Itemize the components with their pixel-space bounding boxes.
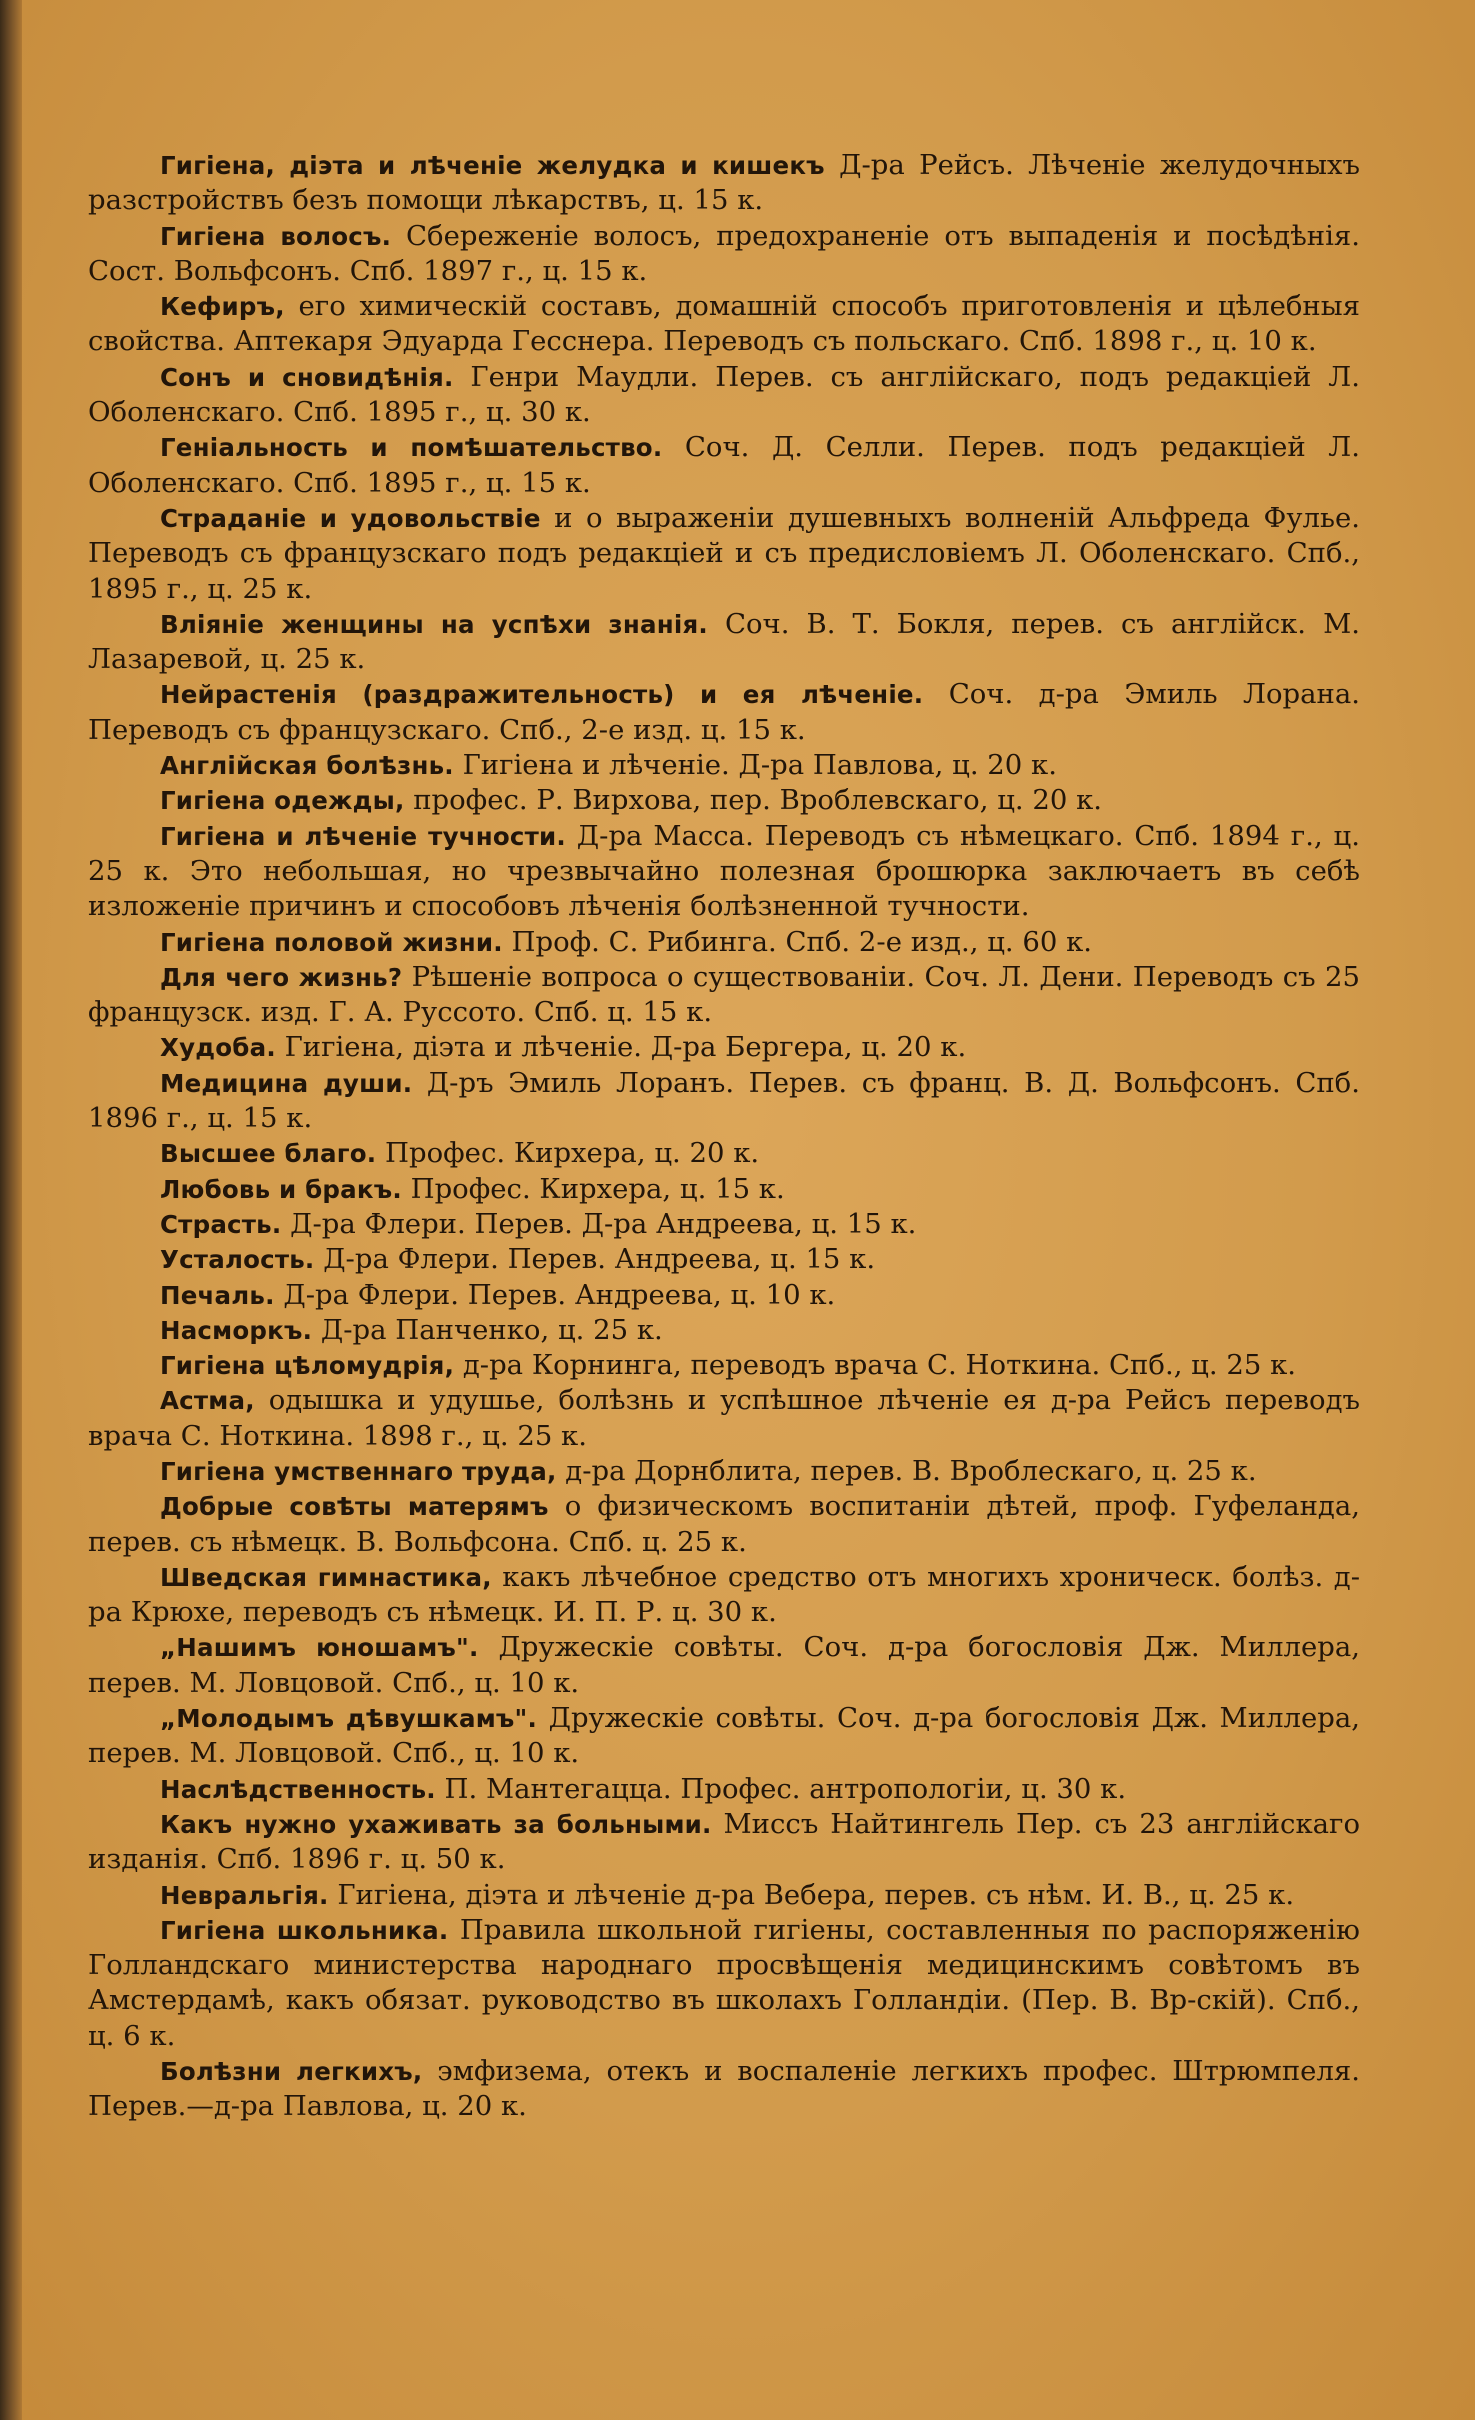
entry-description: Гигіена и лѣченіе. Д-ра Павлова, ц. 20 к. xyxy=(453,749,1057,782)
entry-description: профес. Р. Вирхова, пер. Вроблевскаго, ц. 20 к. xyxy=(404,784,1103,817)
catalog-entry xyxy=(88,1313,1360,1348)
entry-description: д-ра Дорнблита, перев. В. Вроблескаго, ц. 25 к. xyxy=(556,1454,1257,1487)
entry-title: Страданіе и удовольствіе xyxy=(160,503,541,533)
entry-title: Худоба. xyxy=(160,1033,276,1063)
entry-description: Соч. д-ра Эмиль Лорана. Переводъ съ французскаго. Спб., 2-е изд. ц. 15 к. xyxy=(88,678,1360,746)
entry-title: Насморкъ. xyxy=(160,1315,313,1345)
entry-description: и о выраженіи душевныхъ волненій Альфреда Фулье. Переводъ съ французскаго подъ редакціей и съ предисловіемъ Л. Оболенскаго. Спб., 1895 г., ц. 25 к. xyxy=(88,501,1361,605)
entry-description: Правила школьной гигіены, составленныя по распоряженію Голландскаго министерства народнаго просвѣщенія медицинскимъ совѣтомъ въ Амстердамѣ, какъ обязат. руководство въ школахъ Голландіи. (Пер. В. Вр-скій). Спб., ц. 6 к. xyxy=(88,1913,1361,2052)
catalog-list xyxy=(88,148,1360,2125)
entry-title: Болѣзни легкихъ, xyxy=(160,2057,423,2087)
catalog-entry xyxy=(88,1772,1360,1807)
entry-title: Англійская болѣзнь. xyxy=(160,751,454,781)
catalog-entry xyxy=(88,360,1360,431)
catalog-entry xyxy=(88,2054,1360,2125)
entry-title: „Молодымъ дѣвушкамъ". xyxy=(160,1704,538,1734)
entry-title: Гигіена школьника. xyxy=(160,1915,449,1945)
entry-title: Страсть. xyxy=(160,1209,282,1239)
entry-description: Генри Маудли. Перев. съ англійскаго, подъ редакціей Л. Оболенскаго. Спб. 1895 г., ц. 30 к. xyxy=(88,360,1360,429)
book-spine-edge xyxy=(0,0,22,2420)
catalog-entry xyxy=(88,1030,1360,1065)
entry-title: Невральгія. xyxy=(160,1880,329,1910)
entry-title: Гигіена и лѣченіе тучности. xyxy=(160,821,566,851)
entry-title: Нейрастенія (раздражительность) и ея лѣченіе. xyxy=(160,680,924,710)
entry-description: Соч. В. Т. Бокля, перев. съ англійск. М. Лазаревой, ц. 25 к. xyxy=(88,607,1360,676)
entry-title: Печаль. xyxy=(160,1280,275,1310)
catalog-entry xyxy=(88,1242,1360,1277)
entry-title: Любовь и бракъ. xyxy=(160,1174,402,1204)
entry-title: Добрые совѣты матерямъ xyxy=(160,1492,549,1522)
entry-description: Проф. С. Рибинга. Спб. 2-е изд., ц. 60 к. xyxy=(502,925,1093,958)
entry-title: Вліяніе женщины на успѣхи знанія. xyxy=(160,609,708,639)
catalog-entry xyxy=(88,1630,1360,1701)
entry-description: Сбереженіе волосъ, предохраненіе отъ выпаденія и посѣдѣнія. Сост. Вольфсонъ. Спб. 1897 г., ц. 15 к. xyxy=(88,219,1360,287)
catalog-entry xyxy=(88,1066,1360,1137)
entry-description: Дружескіе совѣты. Соч. д-ра богословія Дж. Миллера, перев. М. Ловцовой. Спб., ц. 10 к. xyxy=(88,1631,1360,1699)
entry-description: Д-ръ Эмиль Лоранъ. Перев. съ франц. В. Д. Вольфсонъ. Спб. 1896 г., ц. 15 к. xyxy=(88,1066,1360,1135)
catalog-entry xyxy=(88,1878,1360,1913)
entry-description: Дружескіе совѣты. Соч. д-ра богословія Дж. Миллера, перев. М. Ловцовой. Спб., ц. 10 к. xyxy=(88,1702,1360,1770)
catalog-entry xyxy=(88,1454,1360,1489)
entry-description: Д-ра Рейсъ. Лѣченіе желудочныхъ разстройствъ безъ помощи лѣкарствъ, ц. 15 к. xyxy=(88,149,1360,217)
entry-title: Гигіена цѣломудрія, xyxy=(160,1351,455,1381)
catalog-entry xyxy=(88,783,1360,818)
entry-title: Гигіена волосъ. xyxy=(160,221,392,251)
entry-description: Профес. Кирхера, ц. 15 к. xyxy=(401,1172,785,1205)
entry-description: одышка и удушье, болѣзнь и успѣшное лѣченіе ея д-ра Рейсъ переводъ врача С. Ноткина. 1898 г., ц. 25 к. xyxy=(88,1384,1360,1452)
catalog-entry xyxy=(88,1278,1360,1313)
entry-description: его химическій составъ, домашній способъ приготовленія и цѣлебныя свойства. Аптекаря Эдуарда Гесснера. Переводъ съ польскаго. Спб. 1898 г., ц. 10 к. xyxy=(88,290,1360,358)
catalog-entry xyxy=(88,748,1360,783)
entry-title: „Нашимъ юношамъ". xyxy=(160,1633,479,1663)
entry-description: о физическомъ воспитаніи дѣтей, проф. Гуфеланда, перев. съ нѣмецк. В. Вольфсона. Спб. ц. 25 к. xyxy=(88,1490,1360,1558)
entry-description: Рѣшеніе вопроса о существованіи. Соч. Л. Дени. Переводъ съ 25 французск. изд. Г. А. Руссото. Спб. ц. 15 к. xyxy=(88,960,1360,1029)
entry-title: Гигіена умственнаго труда, xyxy=(160,1456,557,1486)
entry-title: Какъ нужно ухаживать за больными. xyxy=(160,1809,712,1839)
entry-title: Усталость. xyxy=(160,1245,315,1275)
catalog-entry xyxy=(88,607,1360,678)
catalog-entry xyxy=(88,1701,1360,1772)
catalog-entry xyxy=(88,1807,1360,1878)
entry-description: Д-ра Масса. Переводъ съ нѣмецкаго. Спб. 1894 г., ц. 25 к. Это небольшая, но чрезвычайно полезная брошюрка заключаетъ въ себѣ изложеніе причинъ и способовъ лѣченія болѣзненной тучности. xyxy=(88,819,1360,923)
entry-title: Для чего жизнь? xyxy=(160,962,403,992)
entry-title: Геніальность и помѣшательство. xyxy=(160,433,663,463)
entry-title: Сонъ и сновидѣнія. xyxy=(160,362,454,392)
entry-title: Кефиръ, xyxy=(160,292,285,322)
entry-title: Наслѣдственность. xyxy=(160,1774,436,1804)
catalog-entry xyxy=(88,925,1360,960)
entry-title: Медицина души. xyxy=(160,1068,413,1098)
entry-description: Д-ра Флери. Перев. Д-ра Андреева, ц. 15 к. xyxy=(281,1207,917,1240)
catalog-entry xyxy=(88,819,1360,925)
catalog-entry xyxy=(88,1172,1360,1207)
entry-description: П. Мантегацца. Профес. антропологіи, ц. 30 к. xyxy=(435,1772,1127,1805)
catalog-entry xyxy=(88,960,1360,1031)
entry-description: Гигіена, діэта и лѣченіе д-ра Вебера, перев. съ нѣм. И. В., ц. 25 к. xyxy=(328,1878,1295,1911)
entry-description: Миссъ Найтингель Пер. съ 23 англійскаго изданія. Спб. 1896 г. ц. 50 к. xyxy=(88,1807,1360,1876)
entry-description: эмфизема, отекъ и воспаленіе легкихъ профес. Штрюмпеля. Перев.—д-ра Павлова, ц. 20 к. xyxy=(88,2055,1360,2123)
entry-title: Астма, xyxy=(160,1386,255,1416)
catalog-entry xyxy=(88,501,1360,607)
catalog-entry xyxy=(88,219,1360,290)
catalog-entry xyxy=(88,1383,1360,1454)
catalog-entry xyxy=(88,289,1360,360)
entry-title: Высшее благо. xyxy=(160,1139,377,1169)
catalog-entry xyxy=(88,1348,1360,1383)
catalog-entry xyxy=(88,1560,1360,1631)
entry-description: Д-ра Флери. Перев. Андреева, ц. 10 к. xyxy=(274,1278,836,1311)
entry-description: Соч. Д. Селли. Перев. подъ редакціей Л. Оболенскаго. Спб. 1895 г., ц. 15 к. xyxy=(88,431,1360,499)
entry-description: какъ лѣчебное средство отъ многихъ хроническ. болѣз. д-ра Крюхе, переводъ съ нѣмецк. И. П. Р. ц. 30 к. xyxy=(88,1560,1360,1629)
entry-description: Д-ра Панченко, ц. 25 к. xyxy=(312,1313,663,1346)
catalog-entry xyxy=(88,1913,1360,2054)
entry-title: Гигіена половой жизни. xyxy=(160,927,503,957)
catalog-entry xyxy=(88,148,1360,219)
entry-description: Д-ра Флери. Перев. Андреева, ц. 15 к. xyxy=(314,1243,876,1276)
entry-title: Шведская гимнастика, xyxy=(160,1562,492,1592)
entry-title: Гигіена одежды, xyxy=(160,786,405,816)
catalog-entry xyxy=(88,430,1360,501)
entry-description: Гигіена, діэта и лѣченіе. Д-ра Бергера, ц. 20 к. xyxy=(275,1031,967,1064)
catalog-entry xyxy=(88,677,1360,748)
entry-description: Профес. Кирхера, ц. 20 к. xyxy=(376,1137,760,1170)
catalog-entry xyxy=(88,1489,1360,1560)
entry-description: д-ра Корнинга, переводъ врача С. Ноткина. Спб., ц. 25 к. xyxy=(454,1349,1297,1382)
catalog-entry xyxy=(88,1207,1360,1242)
catalog-entry xyxy=(88,1136,1360,1171)
entry-title: Гигіена, діэта и лѣченіе желудка и кишекъ xyxy=(160,151,825,180)
